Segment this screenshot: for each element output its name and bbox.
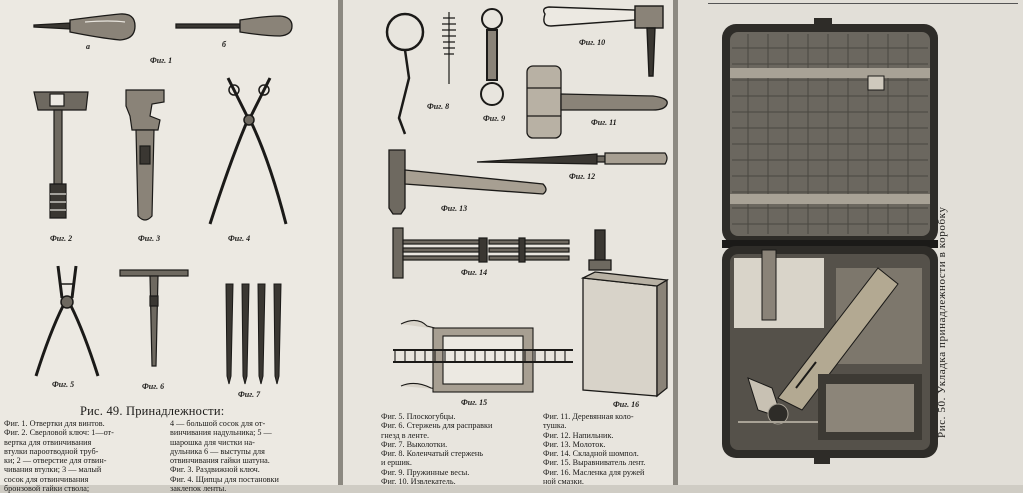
caption-line: Фиг. 16. Масленка для ружей — [543, 467, 645, 477]
fig8-label: Фиг. 8 — [427, 102, 450, 111]
fig4-rivet-pliers — [200, 72, 300, 232]
caption-line: Фиг. 14. Складной шомпол. — [543, 449, 639, 459]
fig5-flat-pliers — [30, 262, 110, 382]
fig8-bent-rod-brush — [379, 8, 469, 138]
caption-line: Фиг. 9. Пружинные весы. — [381, 467, 470, 477]
caption-line: и ершик. — [381, 458, 412, 468]
fig49-caption-col3 — [381, 412, 541, 487]
caption-line: Фиг. 7. Выколотки. — [381, 439, 448, 449]
fig16-oil-can — [575, 226, 675, 402]
fig15-belt-aligner — [383, 310, 579, 406]
fig13-label: Фиг. 13 — [441, 204, 468, 213]
caption-line: втулки пароотводной труб- — [4, 446, 99, 456]
fig49-caption-col1 — [4, 419, 164, 493]
fig4-label: Фиг. 4 — [228, 234, 251, 243]
caption-line: заклепок ленты. — [170, 484, 227, 493]
accessory-case-photo — [718, 18, 944, 464]
fig14-label: Фиг. 14 — [461, 268, 488, 277]
fig10-label: Фиг. 10 — [579, 38, 606, 47]
fig9-label: Фиг. 9 — [483, 114, 506, 123]
caption-line: ки; 2 — отверстие для отвин- — [4, 456, 107, 466]
fig11-label: Фиг. 11 — [591, 118, 617, 127]
fig13-hammer — [383, 146, 553, 218]
fig3-adjustable-wrench — [120, 86, 170, 226]
fig6-label: Фиг. 6 — [142, 382, 165, 391]
fig49-caption-col2 — [170, 419, 334, 493]
caption-line: бронзовой гайки ствола; — [4, 484, 90, 493]
caption-line: Фиг. 8. Коленчатый стержень — [381, 449, 483, 459]
fig11-wooden-mallet — [523, 60, 673, 142]
fig1-a-label: а — [86, 42, 90, 51]
caption-line: Фиг. 11. Деревянная коло- — [543, 412, 634, 421]
caption-line: Фиг. 1. Отвертки для винтов. — [4, 419, 105, 428]
caption-line: Фиг. 4. Щипцы для постановки — [170, 474, 279, 484]
caption-line: гнезд в ленте. — [381, 430, 430, 440]
caption-line: тушка. — [543, 421, 567, 431]
caption-line: Фиг. 6. Стержень для расправки — [381, 421, 493, 431]
caption-line: Фиг. 12. Напильник. — [543, 430, 614, 440]
caption-line: Фиг. 3. Раздвижной ключ. — [170, 465, 260, 475]
fig49-caption-title: Рис. 49. Принадлежности: — [80, 404, 225, 418]
caption-line: Фиг. 10. Извлекатель. — [381, 477, 456, 487]
left-page — [0, 0, 338, 493]
caption-line: сосок для отвинчивания — [4, 474, 89, 484]
fig5-label: Фиг. 5 — [52, 380, 75, 389]
middle-page — [343, 0, 673, 485]
case-lid — [722, 18, 938, 244]
caption-line: чивания втулки; 3 — малый — [4, 465, 102, 475]
fig16-label: Фиг. 16 — [613, 400, 640, 409]
caption-line: Фиг. 15. Выравниватель лент. — [543, 458, 646, 468]
caption-line: шарошка для чистки на- — [170, 437, 255, 447]
caption-line: Фиг. 2. Сверловой ключ: 1—от- — [4, 428, 114, 438]
fig50-caption: Рис. 50. Укладка принадлежности в коробку — [936, 206, 948, 438]
page-rule — [708, 3, 1018, 4]
caption-line: ной смазки. — [543, 477, 584, 487]
caption-line: вертка для отвинчивания — [4, 437, 92, 447]
caption-line: Фиг. 13. Молоток. — [543, 439, 606, 449]
caption-line: Фиг. 5. Плоскогубцы. — [381, 412, 456, 421]
fig9-spring-scale — [475, 6, 509, 110]
fig2-combination-wrench — [30, 84, 95, 224]
caption-line: дульника 6 — выступы для — [170, 446, 265, 456]
caption-line: 4 — большой сосок для от- — [170, 419, 266, 428]
fig7-label: Фиг. 7 — [238, 390, 261, 399]
screwdriver-a — [34, 14, 135, 40]
fig2-label: Фиг. 2 — [50, 234, 73, 243]
caption-line: винчивания надульника; 5 — — [170, 428, 272, 438]
fig7-drifts — [222, 280, 286, 390]
fig1-label: Фиг. 1 — [150, 56, 173, 65]
right-page — [678, 0, 1023, 485]
case-base — [722, 246, 938, 464]
screwdriver-b — [176, 16, 292, 36]
fig15-label: Фиг. 15 — [461, 398, 488, 407]
caption-line: отвинчивания гайки шатуна. — [170, 456, 270, 466]
fig1-b-label: б — [222, 40, 226, 49]
fig49-caption-col4 — [543, 412, 671, 487]
fig6-t-rod — [116, 266, 192, 376]
fig1-screwdrivers — [30, 8, 300, 48]
fig3-label: Фиг. 3 — [138, 234, 161, 243]
fig12-label: Фиг. 12 — [569, 172, 596, 181]
